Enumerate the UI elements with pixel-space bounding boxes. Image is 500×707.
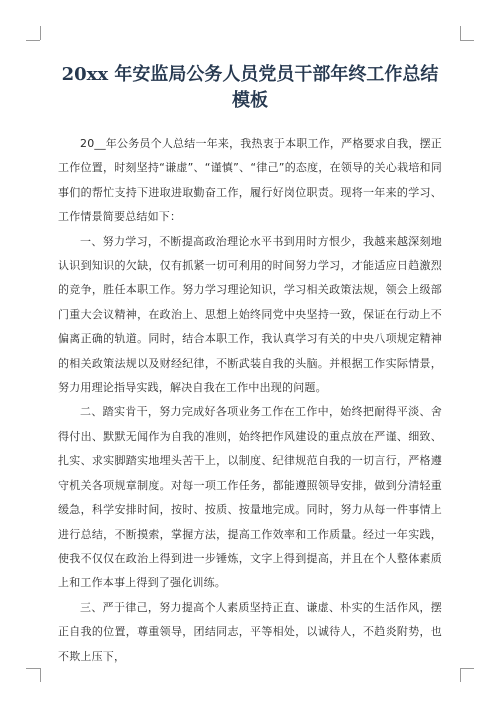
paragraph-intro: 20__年公务员个人总结一年来，我热衷于本职工作，严格要求自我，摆正工作位置，时刻坚持“谦虚”、“谨慎”、“律己”的态度，在领导的关心栽培和同事们的帮忙支持下进取进取勤奋工作，履行好岗位职责。现将一年来的学习、工作情景简要总结如下： bbox=[58, 137, 442, 224]
paragraph-work: 二、踏实肯干，努力完成好各项业务工作在工作中，始终把耐得平淡、舍得付出、默默无闻作为自我的准则，始终把作风建设的重点放在严谨、细致、扎实、求实脚踏实地埋头苦干上，以制度、纪律规范自我的一切言行，严格遵守机关各项规章制度。对每一项工作任务，都能遵照领导安排，做到分清轻重缓急，科学安排时间，按时、按质、按量地完成。同时，努力从每一件事情上进行总结，不断摸索，掌握方法，提高工作效率和工作质量。经过一年实践，使我不仅仅在政治上得到进一步锤炼，文字上得到提高，并且在个人整体素质上和工作本事上得到了强化训练。 bbox=[58, 405, 442, 590]
paragraph-study: 一、努力学习，不断提高政治理论水平书到用时方恨少，我越来越深刻地认识到知识的欠缺，仅有抓紧一切可利用的时间努力学习，才能适应日趋激烈的竞争，胜任本职工作。努力学习理论知识，学习相关政策法规，领会上级部门重大会议精神，在政治上、思想上始终同党中央坚持一致，保证在行动上不偏离正确的轨道。同时，结合本职工作，我认真学习有关的中央八项规定精神的相关政策法规以及财经纪律，不断武装自我的头脑。并根据工作实际情景，努力用理论指导实践，解决自我在工作中出现的问题。 bbox=[58, 234, 442, 395]
paragraph-discipline: 三、严于律己，努力提高个人素质坚持正直、谦虚、朴实的生活作风，摆正自我的位置，尊重领导，团结同志，平等相处，以诚待人，不趋炎附势，也不欺上压下， bbox=[58, 600, 442, 663]
document-title: 20xx 年安监局公务人员党员干部年终工作总结模板 bbox=[61, 64, 439, 111]
document-body bbox=[58, 132, 442, 669]
